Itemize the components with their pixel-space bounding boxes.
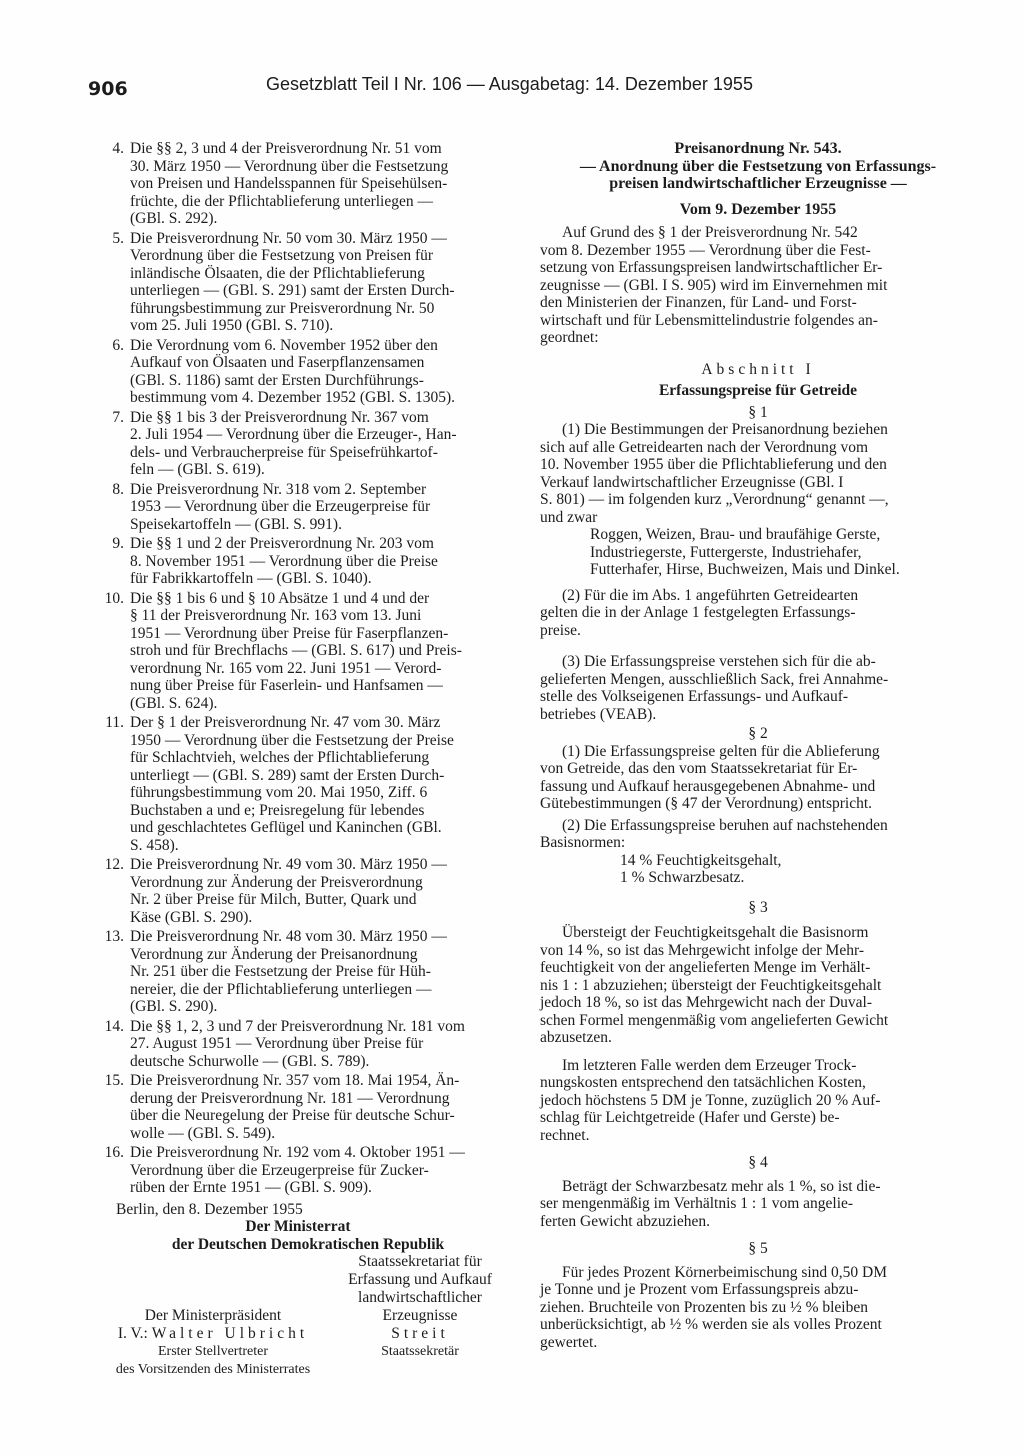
secretariat-line: Staatssekretariat für — [358, 1253, 482, 1270]
paragraph-1-abs3 — [540, 653, 976, 723]
list-item-line: Nr. 2 über Preise für Milch, Butter, Quark und — [130, 891, 417, 908]
grain-list — [540, 526, 976, 579]
paragraph-3-heading: § 3 — [748, 898, 768, 916]
text-line: Für jedes Prozent Körnerbeimischung sind 0,50 DM — [562, 1263, 888, 1281]
list-item — [88, 1072, 524, 1142]
list-item — [88, 714, 524, 854]
text-line: fassung und Aufkauf herausgegebenen Abnahme- und — [540, 777, 876, 795]
text-line: je Tonne und je Prozent vom Erfassungspreis abzu- — [540, 1281, 859, 1298]
list-item-number: 7. — [112, 408, 124, 426]
text-line: von 14 %, so ist das Mehrgewicht infolge der Mehr- — [540, 941, 864, 959]
text-line: vom 8. Dezember 1955 — Verordnung über die Fest- — [540, 241, 871, 259]
list-item-line: verordnung Nr. 165 vom 22. Juni 1951 — Verord- — [130, 659, 442, 677]
text-line: gelten die in der Anlage 1 festgelegten Erfassungs- — [540, 604, 856, 621]
page-number: 906 — [88, 78, 128, 100]
premier-name: Walter Ulbricht — [151, 1325, 309, 1342]
text-line: (2) Für die im Abs. 1 angeführten Getreidearten — [562, 586, 859, 604]
list-item-line: Verordnung zur Änderung der Preisanordnung — [130, 945, 418, 963]
text-line: preise. — [540, 621, 581, 639]
list-item-line: § 11 der Preisverordnung Nr. 163 vom 13. Juni — [130, 607, 422, 624]
list-item — [88, 928, 524, 1016]
text-line: Roggen, Weizen, Brau- und braufähige Gerste, — [590, 526, 881, 543]
list-item-number: 4. — [112, 140, 124, 157]
list-item-line: feln — (GBl. S. 619). — [130, 461, 265, 478]
list-item-line: 1951 — Verordnung über Preise für Faserpflanzen- — [130, 624, 449, 642]
list-item-number: 6. — [112, 336, 124, 354]
text-line: rechnet. — [540, 1126, 590, 1144]
text-line: Auf Grund des § 1 der Preisverordnung Nr. 542 — [562, 224, 858, 241]
premier-role-2: des Vorsitzenden des Ministerrates — [115, 1362, 311, 1377]
list-item-line: stroh und für Brechflachs — (GBl. S. 617) und Preis- — [130, 642, 462, 659]
list-item-line: führungsbestimmung vom 20. Mai 1950, Ziff. 6 — [130, 784, 428, 801]
list-item-line: Käse (GBl. S. 290). — [130, 908, 253, 926]
text-line: ferten Gewicht abzuziehen. — [540, 1212, 710, 1230]
list-item-line: rüben der Ernte 1951 — (GBl. S. 909). — [130, 1179, 372, 1196]
paragraph-2-abs1 — [540, 743, 976, 813]
list-item-line: Die Preisverordnung Nr. 49 vom 30. März 1950 — — [130, 856, 447, 873]
text-line: (2) Die Erfassungspreise beruhen auf nachstehenden — [562, 816, 888, 834]
text-line: feuchtigkeit von der angelieferten Menge im Verhält- — [540, 959, 871, 976]
list-item-number: 12. — [104, 856, 124, 873]
base-norms — [540, 852, 976, 887]
text-line: schen Formel mengenmäßig vom angelieferten Gewicht — [540, 1011, 889, 1029]
secretariat-block — [320, 1253, 520, 1361]
list-item-line: Die Preisverordnung Nr. 357 vom 18. Mai 1954, Än- — [130, 1072, 460, 1089]
list-item-line: Die §§ 1 und 2 der Preisverordnung Nr. 203 vom — [130, 535, 434, 552]
paragraph-1-abs2 — [540, 587, 976, 640]
text-line: Basisnormen: — [540, 834, 626, 851]
ordinance-number: Preisanordnung Nr. 543. — [674, 140, 842, 157]
list-item-line: nung über Preise für Faserlein- und Hanfsamen — — [130, 677, 443, 694]
text-line: 14 % Feuchtigkeitsgehalt, — [620, 851, 782, 869]
list-item — [88, 230, 524, 335]
list-item — [88, 409, 524, 479]
list-item-line: führungsbestimmung zur Preisverordnung Nr. 50 — [130, 299, 435, 317]
list-item-line: Die Preisverordnung Nr. 48 vom 30. März 1950 — — [130, 928, 447, 945]
list-item-line: Verordnung über die Erzeugerpreise für Zucker- — [130, 1161, 429, 1179]
header-title: Gesetzblatt Teil I Nr. 106 — Ausgabetag: 14. Dezember 1955 — [266, 74, 753, 94]
text-line: nis 1 : 1 abzuziehen; übersteigt der Feuchtigkeitsgehalt — [540, 976, 882, 994]
intro-paragraph — [540, 224, 976, 347]
paragraph-3-text-2 — [540, 1057, 976, 1145]
list-item-line: bestimmung vom 4. Dezember 1952 (GBl. S. 1305). — [130, 389, 456, 406]
text-line: stelle des Volkseigenen Erfassungs- und Aufkauf- — [540, 688, 849, 705]
left-column — [88, 140, 524, 1403]
list-item — [88, 590, 524, 713]
text-line: 1 % Schwarzbesatz. — [620, 869, 745, 886]
list-item-line: Die Verordnung vom 6. November 1952 über den — [130, 336, 438, 354]
list-item-line: 30. März 1950 — Verordnung über die Festsetzung — [130, 157, 449, 175]
list-item-line: S. 458). — [130, 836, 179, 854]
list-item-line: derung der Preisverordnung Nr. 181 — Verordnung — [130, 1089, 450, 1107]
list-item-line: Der § 1 der Preisverordnung Nr. 47 vom 30. März — [130, 714, 441, 731]
paragraph-2-heading: § 2 — [748, 725, 768, 742]
text-line: Beträgt der Schwarzbesatz mehr als 1 %, so ist die- — [562, 1177, 881, 1195]
text-line: ziehen. Bruchteile von Prozenten bis zu ½ % bleiben — [540, 1298, 868, 1316]
text-line: wirtschaft und für Lebensmittelindustrie folgendes an- — [540, 311, 878, 329]
repeal-list — [88, 140, 524, 1197]
list-item-line: 1953 — Verordnung über die Erzeugerpreise für — [130, 498, 431, 515]
list-item-line: Aufkauf von Ölsaaten und Faserpflanzensamen — [130, 354, 425, 371]
list-item-line: 2. Juli 1954 — Verordnung über die Erzeuger-, Han- — [130, 426, 457, 443]
premier-block — [88, 1307, 338, 1379]
secretary-name: Streit — [391, 1325, 449, 1342]
text-line: sich auf alle Getreidearten nach der Verordnung vom — [540, 438, 869, 456]
list-item-line: 27. August 1951 — Verordnung über Preise für — [130, 1035, 424, 1052]
list-item-number: 5. — [112, 229, 124, 247]
text-line: schlag für Leichtgetreide (Hafer und Gerste) be- — [540, 1109, 840, 1126]
text-line: den Ministerien der Finanzen, für Land- und Forst- — [540, 294, 857, 311]
premier-role: Erster Stellvertreter — [157, 1344, 268, 1359]
text-line: nungskosten entsprechend den tatsächlichen Kosten, — [540, 1074, 866, 1091]
section-title: Erfassungspreise für Getreide — [658, 382, 858, 399]
list-item-line: Die Preisverordnung Nr. 318 vom 2. September — [130, 480, 427, 498]
list-item-number: 11. — [105, 714, 124, 731]
secretariat-line: Erzeugnisse — [382, 1307, 458, 1324]
list-item-line: (GBl. S. 292). — [130, 210, 218, 227]
text-line: (3) Die Erfassungspreise verstehen sich für die ab- — [562, 653, 876, 670]
list-item-line: Verordnung zur Änderung der Preisverordnung — [130, 873, 423, 891]
list-item-line: unterliegt — (GBl. S. 289) samt der Ersten Durch- — [130, 766, 445, 784]
premier-title: Der Ministerpräsident — [144, 1307, 282, 1324]
paragraph-3-text — [540, 924, 976, 1047]
list-item-number: 9. — [112, 535, 124, 552]
list-item-line: wolle — (GBl. S. 549). — [130, 1124, 276, 1142]
text-line: jedoch 18 %, so ist das Mehrgewicht nach der Duval- — [540, 994, 873, 1011]
paragraph-2-abs2 — [540, 817, 976, 852]
list-item-line: für Fabrikkartoffeln — (GBl. S. 1040). — [130, 570, 372, 587]
paragraph-1-heading: § 1 — [748, 403, 768, 421]
list-item-line: nereier, die der Pflichtablieferung unterliegen — — [130, 980, 432, 998]
text-line: ser mengenmäßig im Verhältnis 1 : 1 vom angelie- — [540, 1195, 854, 1212]
paragraph-5-text — [540, 1264, 976, 1352]
list-item-number: 8. — [112, 480, 124, 498]
text-line: setzung von Erfassungspreisen landwirtschaftlicher Er- — [540, 259, 883, 276]
right-column — [540, 140, 976, 1351]
list-item-line: über die Neuregelung der Preise für deutsche Schur- — [130, 1107, 455, 1124]
text-line: zeugnisse — (GBl. I S. 905) wird im Einvernehmen mit — [540, 276, 888, 294]
list-item-line: Nr. 251 über die Festsetzung der Preise für Hüh- — [130, 963, 431, 980]
list-item-line: Speisekartoffeln — (GBl. S. 991). — [130, 515, 342, 533]
list-item — [88, 481, 524, 534]
text-line: betriebes (VEAB). — [540, 705, 657, 723]
paragraph-4-text — [540, 1178, 976, 1231]
list-item-line: Buchstaben a und e; Preisregelung für lebendes — [130, 801, 425, 819]
list-item-number: 15. — [104, 1072, 124, 1089]
list-item-line: Verordnung über die Festsetzung von Preisen für — [130, 247, 434, 264]
text-line: jedoch höchstens 5 DM je Tonne, zuzüglich 20 % Auf- — [540, 1091, 881, 1109]
list-item-number: 14. — [104, 1017, 124, 1035]
text-line: Gütebestimmungen (§ 47 der Verordnung) entspricht. — [540, 795, 873, 812]
list-item-line: Die §§ 2, 3 und 4 der Preisverordnung Nr. 51 vom — [130, 140, 442, 157]
text-line: von Getreide, das den vom Staatssekretariat für Er- — [540, 760, 858, 777]
list-item-line: (GBl. S. 1186) samt der Ersten Durchführungs- — [130, 371, 424, 389]
text-line: gelieferten Mengen, ausschließlich Sack, frei Annahme- — [540, 670, 889, 688]
list-item-line: von Preisen und Handelsspannen für Speisehülsen- — [130, 175, 448, 192]
list-item-line: für Schlachtvieh, welches der Pflichtablieferung — [130, 749, 430, 766]
text-line: unberücksichtigt, ab ½ % werden sie als volles Prozent — [540, 1316, 882, 1333]
list-item-line: 8. November 1951 — Verordnung über die Preise — [130, 552, 438, 570]
list-item-line: (GBl. S. 624). — [130, 694, 218, 712]
text-line: 10. November 1955 über die Pflichtablieferung und den — [540, 456, 887, 473]
text-line: abzusetzen. — [540, 1029, 612, 1046]
place-date: Berlin, den 8. Dezember 1955 — [116, 1200, 303, 1218]
paragraph-4-heading: § 4 — [748, 1154, 768, 1171]
page-header — [88, 74, 808, 118]
list-item-number: 13. — [104, 928, 124, 945]
list-item — [88, 535, 524, 588]
secretary-title: Staatssekretär — [381, 1344, 459, 1359]
premier-iv: I. V.: — [117, 1325, 148, 1342]
signature-block — [88, 1253, 524, 1403]
list-item-line: 1950 — Verordnung über die Festsetzung der Preise — [130, 731, 454, 749]
list-item — [88, 856, 524, 926]
minister-council: Der Ministerrat — [245, 1218, 351, 1235]
text-line: (1) Die Bestimmungen der Preisanordnung beziehen — [562, 421, 888, 438]
list-item — [88, 140, 524, 228]
secretariat-line: Erfassung und Aufkauf — [348, 1271, 492, 1288]
list-item-number: 10. — [104, 589, 124, 607]
ordinance-date: Vom 9. Dezember 1955 — [679, 200, 837, 218]
list-item-line: und geschlachtetes Geflügel und Kaninchen (GBl. — [130, 819, 442, 836]
list-item-line: Die Preisverordnung Nr. 50 vom 30. März 1950 — — [130, 229, 447, 247]
list-item-line: Die §§ 1 bis 6 und § 10 Absätze 1 und 4 und der — [130, 589, 430, 607]
text-line: Futterhafer, Hirse, Buchweizen, Mais und Dinkel. — [590, 561, 900, 578]
section-heading: Abschnitt I — [701, 360, 815, 378]
text-line: Im letzteren Falle werden dem Erzeuger Trock- — [562, 1056, 857, 1074]
list-item — [88, 337, 524, 407]
text-line: geordnet: — [540, 329, 599, 346]
text-line: Verkauf landwirtschaftlicher Erzeugnisse (GBl. I — [540, 473, 844, 491]
list-item — [88, 1144, 524, 1197]
list-item-line: vom 25. Juli 1950 (GBl. S. 710). — [130, 317, 334, 334]
list-item-line: Die §§ 1 bis 3 der Preisverordnung Nr. 367 vom — [130, 408, 429, 426]
list-item — [88, 1018, 524, 1071]
text-line: gewertet. — [540, 1333, 598, 1351]
minister-council-gdr: der Deutschen Demokratischen Republik — [171, 1235, 445, 1253]
secretariat-line: landwirtschaftlicher — [358, 1289, 482, 1306]
list-item-line: deutsche Schurwolle — (GBl. S. 789). — [130, 1052, 370, 1070]
list-item-line: Die §§ 1, 2, 3 und 7 der Preisverordnung Nr. 181 vom — [130, 1017, 465, 1035]
text-line: (1) Die Erfassungspreise gelten für die Ablieferung — [562, 742, 880, 760]
list-item-line: dels- und Verbraucherpreise für Speisefrühkartof- — [130, 443, 438, 461]
list-item-line: Die Preisverordnung Nr. 192 vom 4. Oktober 1951 — — [130, 1144, 465, 1161]
text-line: S. 801) — im folgenden kurz „Verordnung“ genannt —, — [540, 491, 889, 508]
list-item-line: (GBl. S. 290). — [130, 998, 218, 1015]
text-line: und zwar — [540, 508, 598, 526]
text-line: Industriegerste, Futtergerste, Industriehafer, — [590, 543, 862, 561]
list-item-line: inländische Ölsaaten, die der Pflichtablieferung — [130, 264, 425, 282]
text-line: Übersteigt der Feuchtigkeitsgehalt die Basisnorm — [562, 924, 869, 941]
list-item-number: 16. — [104, 1144, 124, 1161]
ordinance-title-2: preisen landwirtschaftlicher Erzeugnisse — — [609, 175, 907, 192]
paragraph-1-text — [540, 421, 976, 526]
list-item-line: früchte, die der Pflichtablieferung unterliegen — — [130, 192, 433, 210]
ordinance-title-1: — Anordnung über die Festsetzung von Erfassungs- — [579, 157, 937, 175]
list-item-line: unterliegen — (GBl. S. 291) samt der Ersten Durch- — [130, 282, 455, 299]
paragraph-5-heading: § 5 — [748, 1240, 768, 1257]
